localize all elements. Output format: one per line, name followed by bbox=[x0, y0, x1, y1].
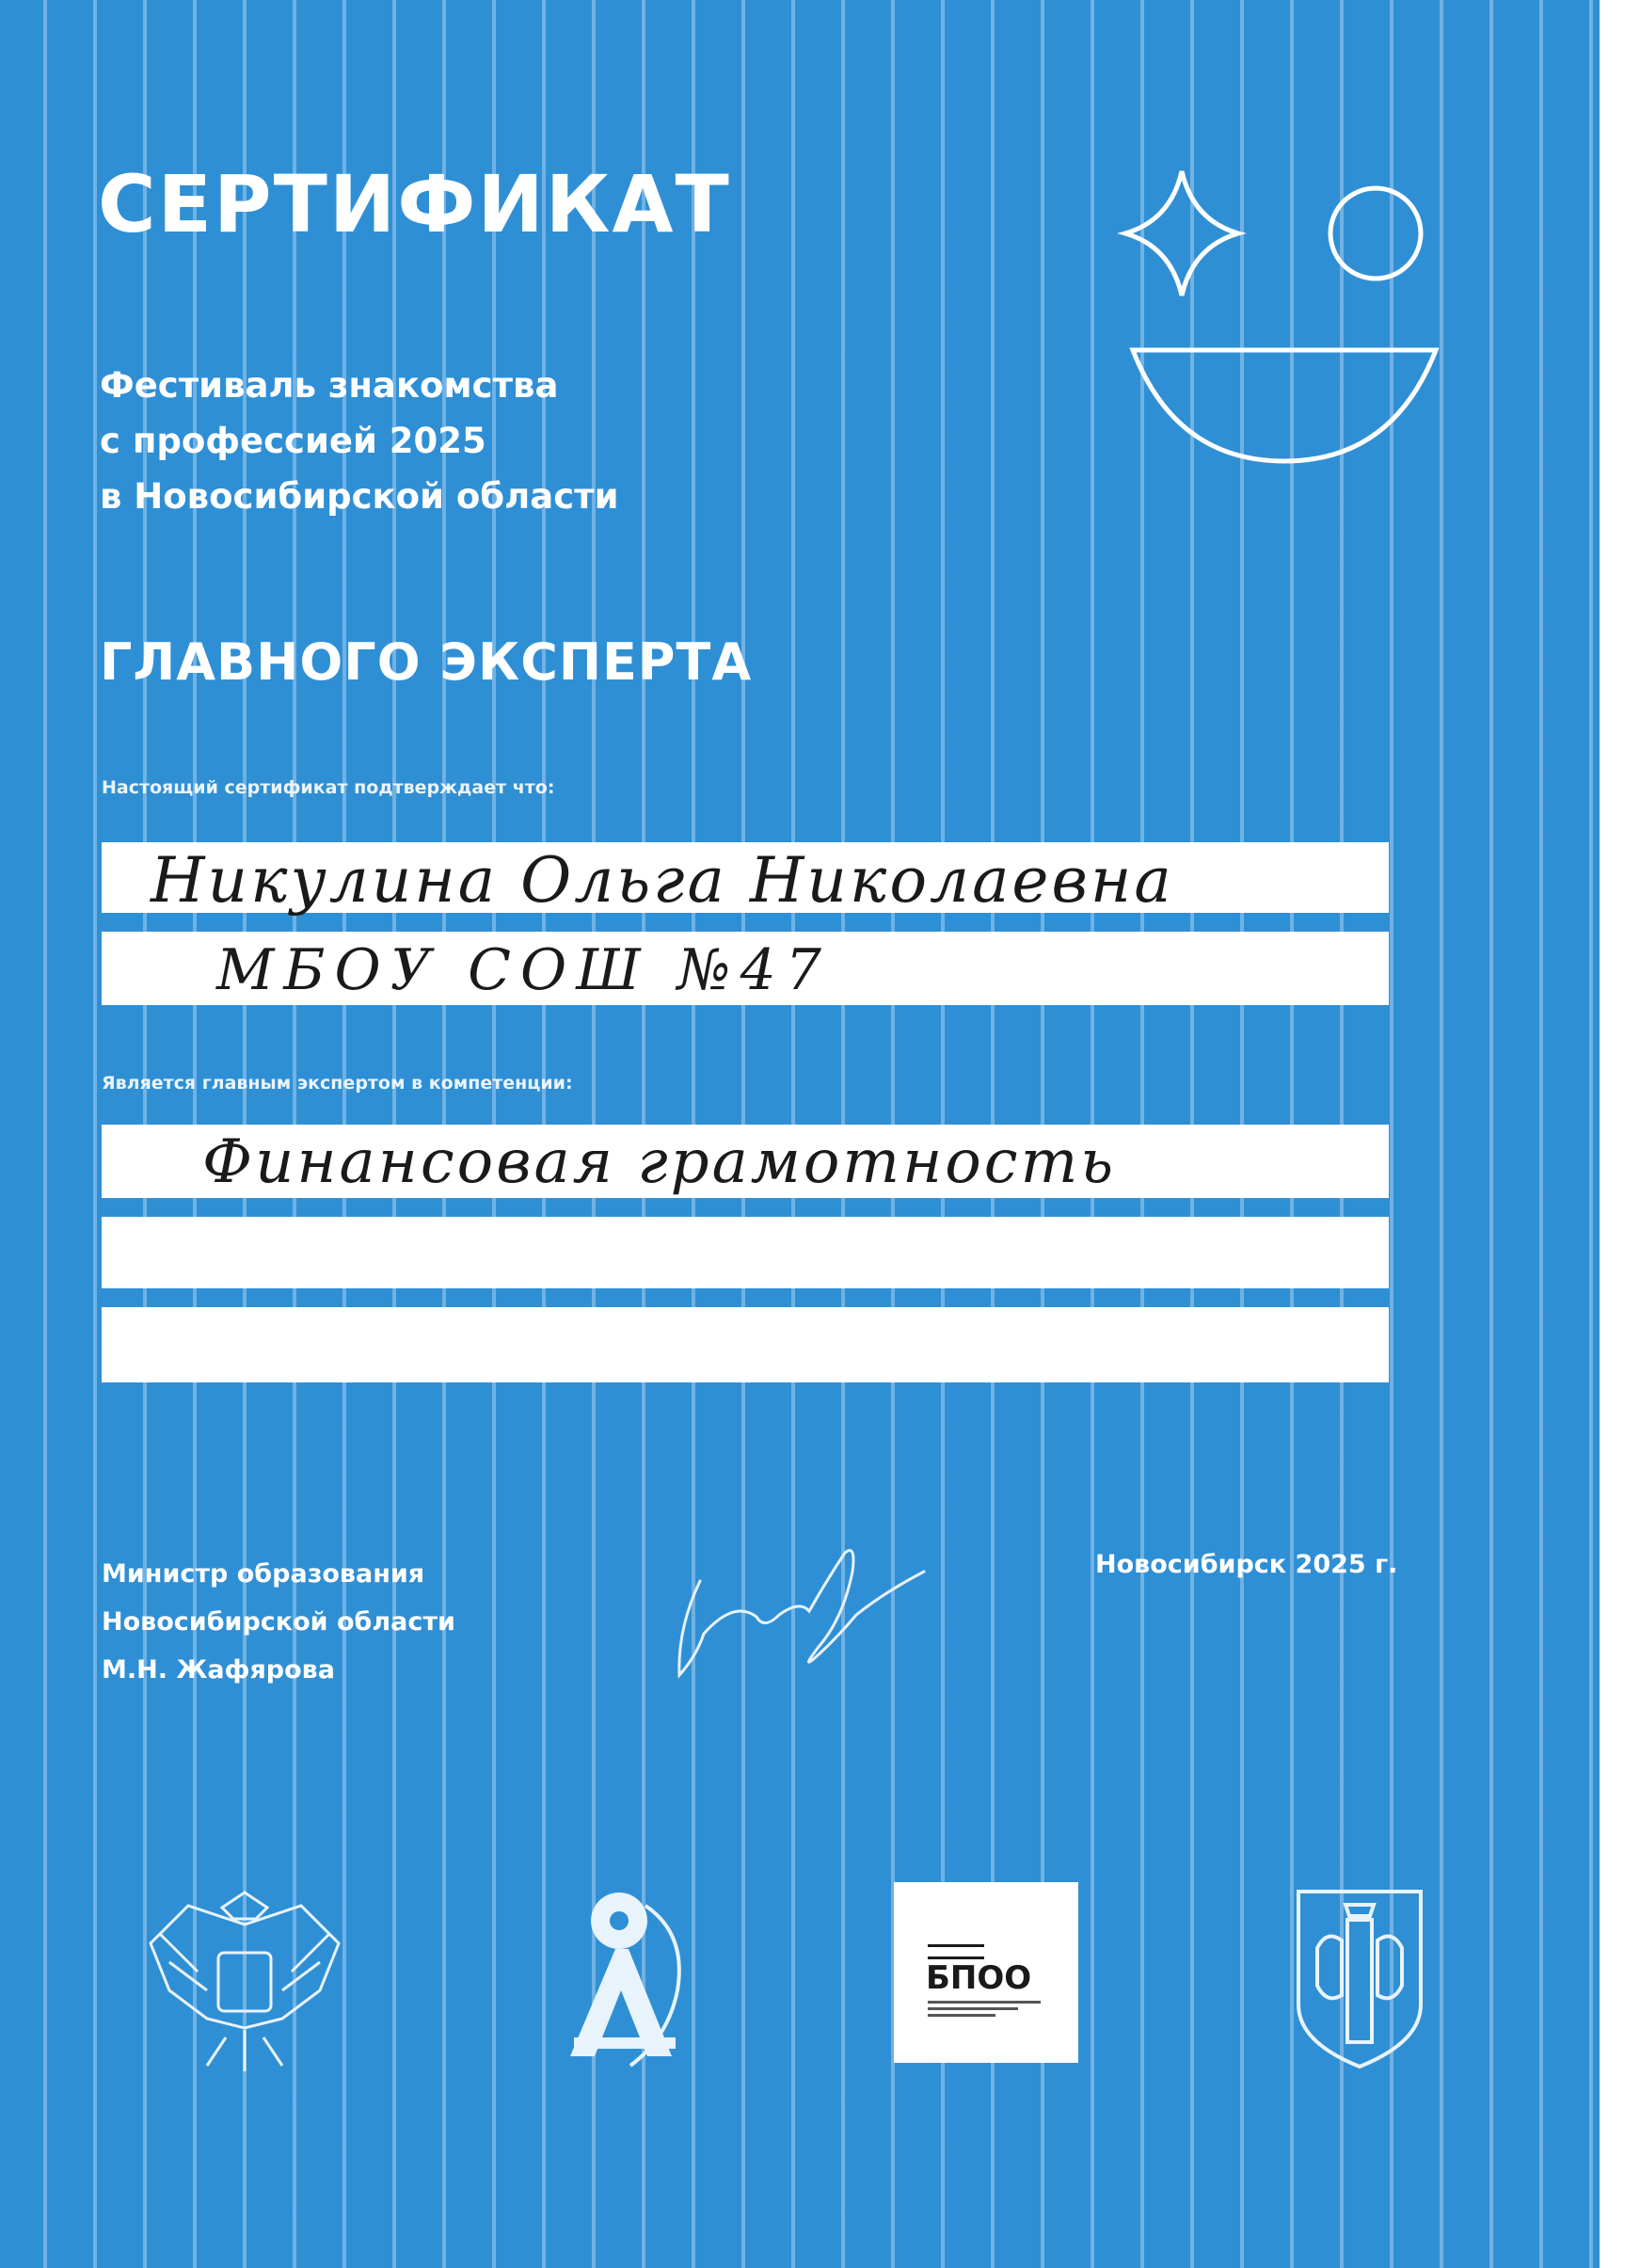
festival-compass-logo bbox=[555, 1868, 696, 2075]
certificate-title: СЕРТИФИКАТ bbox=[98, 158, 731, 250]
decorative-shapes bbox=[1110, 160, 1449, 480]
handwritten-competence: Финансовая грамотность bbox=[202, 1127, 1117, 1197]
bpoo-subtext bbox=[928, 2001, 1041, 2020]
bowl-shape bbox=[1133, 350, 1436, 461]
star-shape bbox=[1125, 171, 1238, 295]
minister-line: М.Н. Жафярова bbox=[102, 1655, 335, 1685]
minister-line: Министр образования bbox=[102, 1559, 425, 1589]
ministry-eagle-emblem bbox=[132, 1887, 358, 2075]
competence-label: Является главным экспертом в компетенции: bbox=[102, 1073, 573, 1094]
bpoo-logo bbox=[894, 1882, 1078, 2063]
handwritten-name: Никулина Ольга Николаевна bbox=[151, 844, 1174, 917]
minister-signature-block bbox=[102, 1550, 455, 1694]
subtitle-line: Фестиваль знакомства bbox=[100, 365, 559, 406]
bpoo-logo-text: БПОО bbox=[926, 1959, 1032, 1997]
handwritten-signature bbox=[659, 1543, 941, 1694]
handwritten-school: МБОУ СОШ №47 bbox=[216, 937, 831, 1003]
subtitle-line: с профессией 2025 bbox=[100, 421, 486, 461]
subtitle-line: в Новосибирской области bbox=[100, 476, 619, 517]
bpoo-bars bbox=[928, 1944, 984, 1959]
role-heading: ГЛАВНОГО ЭКСПЕРТА bbox=[100, 632, 753, 692]
festival-subtitle bbox=[100, 358, 619, 524]
confirm-label: Настоящий сертификат подтверждает что: bbox=[102, 777, 555, 798]
scan-margin bbox=[1600, 0, 1640, 2268]
circle-shape bbox=[1330, 188, 1421, 279]
blank-field bbox=[102, 1217, 1389, 1288]
city-year: Новосибирск 2025 г. bbox=[1095, 1550, 1398, 1579]
novosibirsk-coat-of-arms bbox=[1289, 1882, 1430, 2070]
blank-field bbox=[102, 1307, 1389, 1382]
minister-line: Новосибирской области bbox=[102, 1607, 455, 1637]
